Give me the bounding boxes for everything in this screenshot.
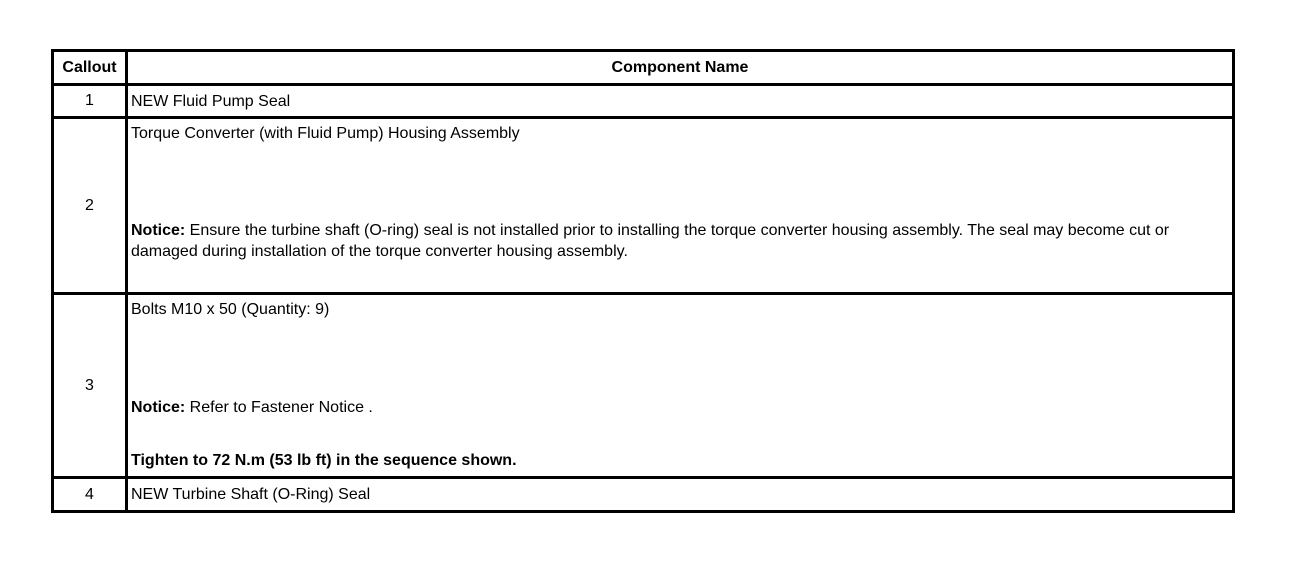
callout-cell: 4 [54,479,128,510]
callout-cell: 3 [54,295,128,476]
callout-header: Callout [54,52,128,83]
component-name-cell [128,295,1232,476]
notice-label: Notice: [131,222,186,239]
notice-text-block [131,397,1202,418]
table-row [54,119,1232,295]
table-header-row [54,52,1232,86]
component-name: Torque Converter (with Fluid Pump) Housing Assembly [131,125,520,142]
notice-text: Refer to Fastener Notice . [185,399,373,416]
component-name-header: Component Name [611,59,749,76]
component-name: Bolts M10 x 50 (Quantity: 9) [131,301,330,318]
component-name-cell: NEW Turbine Shaft (O-Ring) Seal [131,486,371,503]
notice-label: Notice: [131,399,186,416]
component-name-cell [128,119,1232,292]
table-row [54,479,1232,510]
table-row [54,295,1232,479]
component-table [51,49,1235,513]
notice-text-block [131,220,1202,262]
notice-text: Ensure the turbine shaft (O-ring) seal is not installed prior to installing the torque converter housing assembly. The seal may become cut or damaged during installation of the torque converter housing assembly. [131,222,1170,260]
component-name-cell: NEW Fluid Pump Seal [131,92,291,110]
torque-instruction: Tighten to 72 N.m (53 lb ft) in the sequence shown. [131,452,517,469]
table-row [54,86,1232,119]
callout-cell: 2 [54,119,128,292]
callout-cell: 1 [54,86,128,116]
